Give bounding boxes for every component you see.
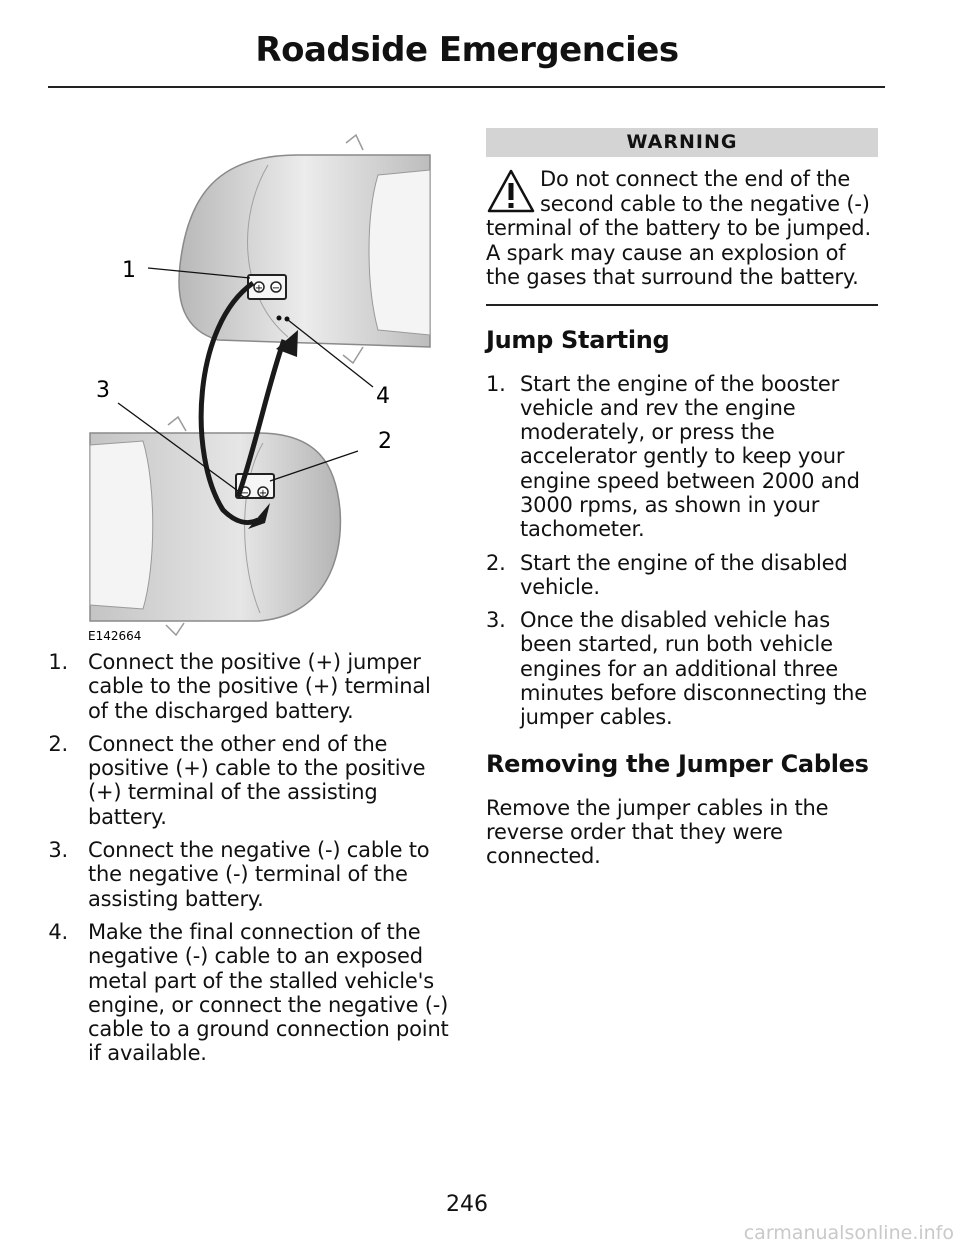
removing-cables-text: Remove the jumper cables in the reverse order that they were connected. [486, 795, 829, 869]
connection-step-list [28, 650, 453, 1066]
warning-box [486, 167, 878, 290]
warning-triangle-icon [486, 167, 536, 215]
list-item: 2. Connect the other end of the positive (+) cable to the positive (+) terminal of the assisting battery. [48, 731, 426, 829]
jump-start-svg [88, 125, 448, 645]
disabled-battery [248, 275, 286, 299]
warning-heading: WARNING [486, 128, 878, 157]
jump-start-diagram [88, 125, 448, 645]
jump-starting-heading: Jump Starting [486, 325, 670, 354]
list-item: 3. Connect the negative (-) cable to the negative (-) terminal of the assisting battery. [48, 838, 430, 911]
list-item: 4. Make the final connection of the negative (-) cable to an exposed metal part of the stalled vehicle's engine, or connect the negative (-) cable to a ground connection point if available. [48, 919, 449, 1066]
connection-steps [28, 650, 453, 1075]
negative-terminal-label: − [240, 488, 250, 499]
list-item: 1. Start the engine of the booster vehicle and rev the engine moderately, or press the accelerator gently to keep your engine speed between 2000 and 3000 rpms, as shown in your tachometer. [486, 371, 860, 542]
list-item: 1. Connect the positive (+) jumper cable to the positive (+) terminal of the discharged battery. [48, 650, 431, 723]
list-item: 3. Once the disabled vehicle has been started, run both vehicle engines for an additional three minutes before disconnecting the jumper cables. [486, 608, 867, 730]
callout-4: 4 [376, 384, 390, 409]
jump-starting-step-list [486, 372, 878, 730]
figure-code: E142664 [88, 629, 142, 643]
booster-vehicle [90, 417, 340, 635]
removing-cables-heading: Removing the Jumper Cables [486, 749, 869, 778]
positive-terminal-label: + [258, 488, 268, 499]
right-column [486, 128, 878, 869]
list-item: 2. Start the engine of the disabled vehicle. [486, 550, 848, 599]
positive-terminal-label: + [254, 283, 264, 294]
page-number: 246 [446, 1192, 488, 1217]
callout-1: 1 [122, 258, 136, 283]
title-divider [48, 86, 885, 88]
callout-2: 2 [378, 429, 392, 454]
page-title: Roadside Emergencies [255, 30, 679, 70]
warning-divider [486, 304, 878, 306]
watermark: carmanualsonline.info [743, 1222, 954, 1244]
callout-3: 3 [96, 378, 110, 403]
negative-terminal-label: − [271, 283, 281, 294]
ground-point [277, 316, 282, 321]
warning-text: Do not connect the end of the second cable to the negative (-) terminal of the battery to be jumped. A spark may cause an explosion of the gases that surround the battery. [486, 167, 871, 289]
